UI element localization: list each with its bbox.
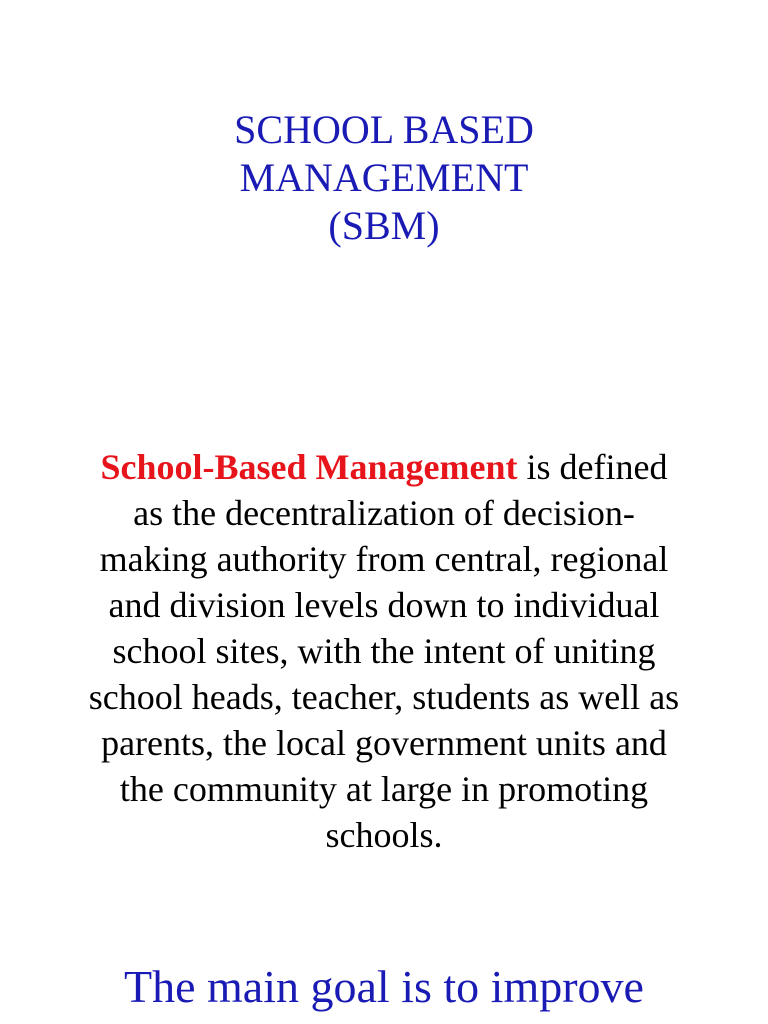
definition-line-8: the community at large in promoting	[119, 769, 649, 809]
definition-line-2: as the decentralization of decision-	[133, 493, 635, 533]
definition-line-4: and division levels down to individual	[108, 585, 660, 625]
title-line-1: SCHOOL BASED	[234, 107, 534, 152]
definition-line-3: making authority from central, regional	[99, 539, 669, 579]
definition-paragraph	[18, 444, 750, 858]
definition-line-9: schools.	[325, 815, 443, 855]
defined-term: School-Based Management	[100, 447, 518, 487]
definition-line-6: school heads, teacher, students as well as	[88, 677, 680, 717]
title-line-2: MANAGEMENT	[239, 155, 529, 200]
title-line-3: (SBM)	[328, 203, 440, 248]
definition-line-1	[18, 444, 750, 490]
slide-title	[0, 106, 768, 250]
definition-line-7: parents, the local government units and	[101, 723, 667, 763]
definition-line-5: school sites, with the intent of uniting	[112, 631, 656, 671]
main-goal-text: The main goal is to improve	[124, 961, 644, 1012]
definition-first-line-rest: is defined	[517, 447, 668, 487]
